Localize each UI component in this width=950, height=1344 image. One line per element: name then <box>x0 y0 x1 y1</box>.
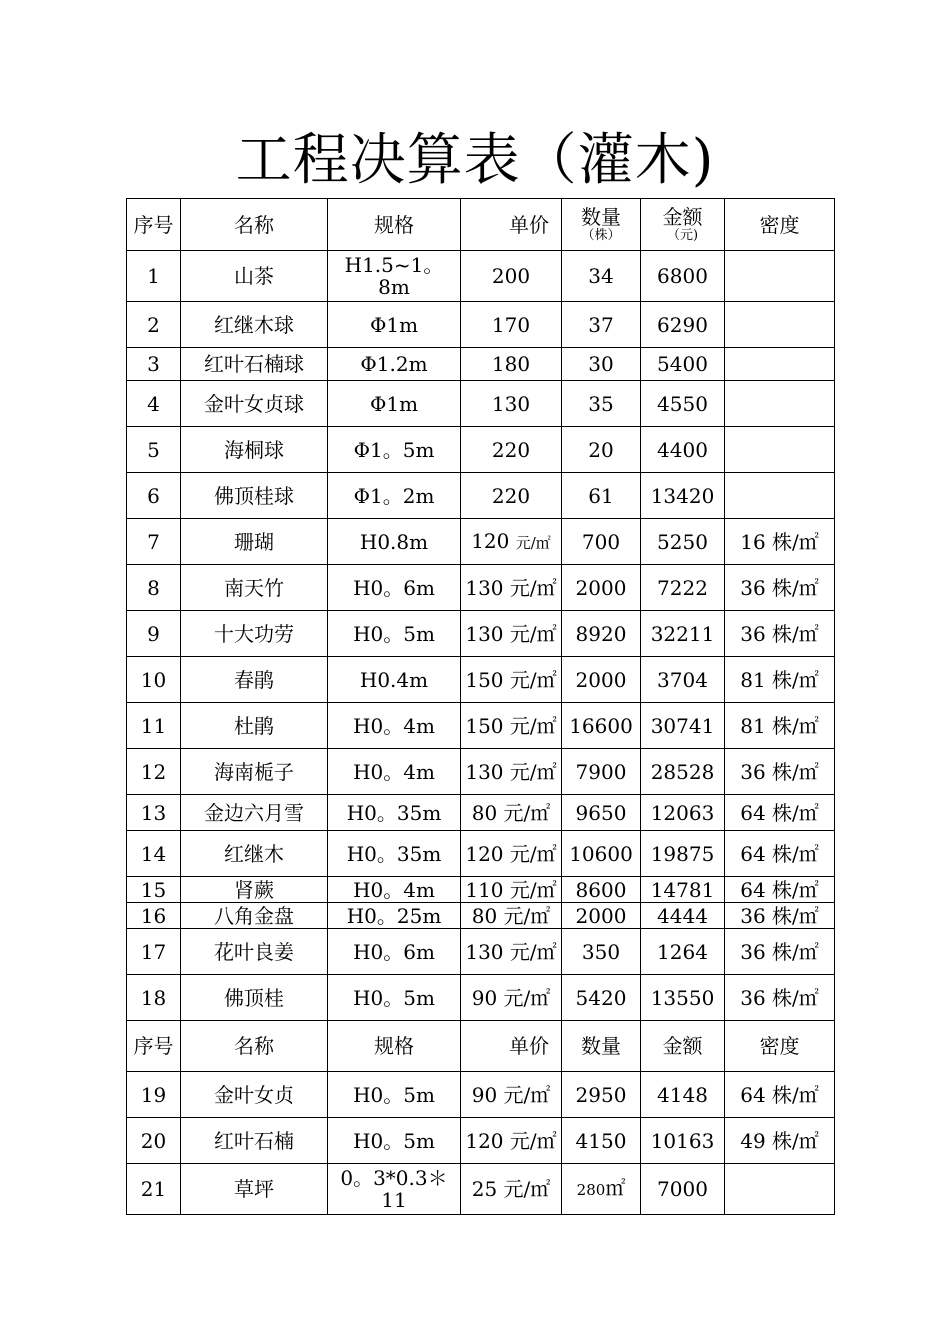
price-unit: 元/㎡ <box>509 877 557 902</box>
row-qty: 10600 <box>562 831 641 877</box>
header-amount-label: 金额 <box>662 205 703 229</box>
row-amount: 7222 <box>641 565 725 611</box>
row-price <box>461 877 562 903</box>
density-unit: 株/㎡ <box>772 877 819 902</box>
table-row <box>127 519 835 565</box>
header-name: 名称 <box>181 199 328 251</box>
row-amount: 7000 <box>641 1164 725 1215</box>
table-row <box>127 1118 835 1164</box>
table-row <box>127 703 835 749</box>
row-spec: H0。25m <box>328 903 461 929</box>
row-no: 8 <box>127 565 181 611</box>
row-price <box>461 975 562 1021</box>
row-spec: H0。6m <box>328 929 461 975</box>
row-qty <box>562 1164 641 1215</box>
row-no: 1 <box>127 251 181 302</box>
table-row <box>127 251 835 302</box>
row-amount: 13550 <box>641 975 725 1021</box>
price-value: 130 <box>465 759 504 784</box>
row-no: 4 <box>127 381 181 427</box>
price-value: 120 <box>471 528 510 553</box>
table-row <box>127 795 835 831</box>
row-density <box>725 473 835 519</box>
row-price <box>461 1164 562 1215</box>
row-density <box>725 302 835 348</box>
row-no: 16 <box>127 903 181 929</box>
price-value: 80 <box>471 903 498 928</box>
row-density <box>725 749 835 795</box>
price-value: 90 <box>471 985 498 1010</box>
row-no: 14 <box>127 831 181 877</box>
row-price: 220 <box>461 473 562 519</box>
row-price <box>461 657 562 703</box>
header-density: 密度 <box>725 199 835 251</box>
row-name: 花叶良姜 <box>181 929 328 975</box>
row-qty: 5420 <box>562 975 641 1021</box>
price-value: 130 <box>465 939 504 964</box>
row-spec: Φ1m <box>328 302 461 348</box>
row-spec: H0。5m <box>328 1118 461 1164</box>
header-spec: 规格 <box>328 199 461 251</box>
row-spec: H0。6m <box>328 565 461 611</box>
row-price <box>461 703 562 749</box>
row-amount: 30741 <box>641 703 725 749</box>
row-spec: H0.4m <box>328 657 461 703</box>
row-name: 金叶女贞球 <box>181 381 328 427</box>
row-amount: 1264 <box>641 929 725 975</box>
row-spec: H0。35m <box>328 795 461 831</box>
table-row <box>127 929 835 975</box>
row-name: 十大功劳 <box>181 611 328 657</box>
price-value: 150 <box>465 667 504 692</box>
price-value: 80 <box>471 800 498 825</box>
density-unit: 株/㎡ <box>772 759 819 784</box>
row-qty: 2000 <box>562 903 641 929</box>
row-name: 海桐球 <box>181 427 328 473</box>
price-unit: 元/㎡ <box>515 533 551 552</box>
density-value: 36 <box>740 759 766 784</box>
table-row <box>127 749 835 795</box>
density-unit: 株/㎡ <box>772 575 819 600</box>
row-qty: 350 <box>562 929 641 975</box>
density-value: 36 <box>740 939 766 964</box>
density-unit: 株/㎡ <box>772 621 819 646</box>
row-name: 佛顶桂球 <box>181 473 328 519</box>
row-no: 15 <box>127 877 181 903</box>
header-seq: 序号 <box>127 1021 181 1072</box>
row-spec: H0。4m <box>328 703 461 749</box>
row-spec: H0。5m <box>328 1072 461 1118</box>
header-spec: 规格 <box>328 1021 461 1072</box>
row-price <box>461 749 562 795</box>
density-value: 36 <box>740 621 766 646</box>
table-row <box>127 427 835 473</box>
row-price: 220 <box>461 427 562 473</box>
header-qty-unit: （株） <box>581 228 621 243</box>
row-qty: 8600 <box>562 877 641 903</box>
row-density <box>725 1164 835 1215</box>
row-price <box>461 611 562 657</box>
row-qty: 30 <box>562 348 641 381</box>
row-density <box>725 1118 835 1164</box>
row-no: 19 <box>127 1072 181 1118</box>
header-name: 名称 <box>181 1021 328 1072</box>
row-qty: 16600 <box>562 703 641 749</box>
row-spec: H0。35m <box>328 831 461 877</box>
price-unit: 元/㎡ <box>509 841 557 866</box>
row-name: 金叶女贞 <box>181 1072 328 1118</box>
price-unit: 元/㎡ <box>509 759 557 784</box>
row-name: 草坪 <box>181 1164 328 1215</box>
density-value: 64 <box>740 1082 766 1107</box>
row-spec: 0。3*0.3＊11 <box>328 1164 461 1215</box>
header-amount: 金额 <box>641 1021 725 1072</box>
row-qty: 9650 <box>562 795 641 831</box>
row-amount: 28528 <box>641 749 725 795</box>
density-value: 64 <box>740 800 766 825</box>
price-value: 120 <box>465 1128 504 1153</box>
table-row <box>127 348 835 381</box>
header-price: 单价 <box>461 199 562 251</box>
header-density: 密度 <box>725 1021 835 1072</box>
row-price: 180 <box>461 348 562 381</box>
row-qty: 2000 <box>562 565 641 611</box>
header-amount <box>641 199 725 251</box>
row-name: 佛顶桂 <box>181 975 328 1021</box>
qty-value: 280 <box>576 1181 606 1199</box>
price-unit: 元/㎡ <box>509 713 557 738</box>
header-amount-unit: （元) <box>666 228 699 243</box>
price-unit: 元/㎡ <box>509 1128 557 1153</box>
row-density <box>725 381 835 427</box>
row-price <box>461 565 562 611</box>
row-density <box>725 565 835 611</box>
row-amount: 4148 <box>641 1072 725 1118</box>
density-value: 16 <box>740 529 766 554</box>
row-amount: 6800 <box>641 251 725 302</box>
density-value: 81 <box>740 713 766 738</box>
table-row <box>127 1072 835 1118</box>
row-no: 17 <box>127 929 181 975</box>
row-spec: H0.8m <box>328 519 461 565</box>
price-unit: 元/㎡ <box>503 1082 551 1107</box>
row-name: 红继木 <box>181 831 328 877</box>
price-unit: 元/㎡ <box>509 667 557 692</box>
row-amount: 13420 <box>641 473 725 519</box>
row-qty: 61 <box>562 473 641 519</box>
row-spec: H0。5m <box>328 975 461 1021</box>
row-price <box>461 1072 562 1118</box>
row-name: 八角金盘 <box>181 903 328 929</box>
density-unit: 株/㎡ <box>772 1082 819 1107</box>
density-value: 49 <box>740 1128 766 1153</box>
row-no: 20 <box>127 1118 181 1164</box>
row-no: 13 <box>127 795 181 831</box>
row-no: 18 <box>127 975 181 1021</box>
row-price: 170 <box>461 302 562 348</box>
row-amount: 5400 <box>641 348 725 381</box>
row-density <box>725 348 835 381</box>
row-name: 海南栀子 <box>181 749 328 795</box>
table-row <box>127 302 835 348</box>
row-no: 10 <box>127 657 181 703</box>
row-amount: 3704 <box>641 657 725 703</box>
row-density <box>725 795 835 831</box>
row-spec: H0。4m <box>328 749 461 795</box>
row-density <box>725 831 835 877</box>
row-amount: 5250 <box>641 519 725 565</box>
row-density <box>725 903 835 929</box>
price-unit: 元/㎡ <box>509 575 557 600</box>
row-price <box>461 1118 562 1164</box>
table-row <box>127 381 835 427</box>
price-value: 130 <box>465 575 504 600</box>
row-name: 肾蕨 <box>181 877 328 903</box>
row-no: 3 <box>127 348 181 381</box>
row-spec: H0。4m <box>328 877 461 903</box>
row-density <box>725 929 835 975</box>
header-price: 单价 <box>461 1021 562 1072</box>
row-qty: 700 <box>562 519 641 565</box>
density-value: 81 <box>740 667 766 692</box>
row-name: 红叶石楠球 <box>181 348 328 381</box>
density-value: 36 <box>740 985 766 1010</box>
row-qty: 35 <box>562 381 641 427</box>
price-value: 25 <box>471 1177 498 1201</box>
row-density <box>725 611 835 657</box>
header-qty-label: 数量 <box>581 205 621 229</box>
row-spec: Φ1。2m <box>328 473 461 519</box>
density-unit: 株/㎡ <box>772 713 819 738</box>
row-no: 11 <box>127 703 181 749</box>
row-no: 9 <box>127 611 181 657</box>
row-price <box>461 929 562 975</box>
row-no: 6 <box>127 473 181 519</box>
density-value: 64 <box>740 877 766 902</box>
price-unit: 元/㎡ <box>509 939 557 964</box>
row-name: 山茶 <box>181 251 328 302</box>
density-unit: 株/㎡ <box>772 985 819 1010</box>
header-row-repeat <box>127 1021 835 1072</box>
row-name: 红叶石楠 <box>181 1118 328 1164</box>
row-spec: Φ1.2m <box>328 348 461 381</box>
row-amount: 10163 <box>641 1118 725 1164</box>
price-value: 90 <box>471 1082 498 1107</box>
row-qty: 7900 <box>562 749 641 795</box>
table-row <box>127 975 835 1021</box>
row-price <box>461 903 562 929</box>
row-density <box>725 877 835 903</box>
price-unit: 元/㎡ <box>503 985 551 1010</box>
table-row <box>127 903 835 929</box>
row-price <box>461 795 562 831</box>
row-no: 7 <box>127 519 181 565</box>
row-density <box>725 251 835 302</box>
row-spec: Φ1。5m <box>328 427 461 473</box>
row-qty: 20 <box>562 427 641 473</box>
header-qty <box>562 199 641 251</box>
header-qty: 数量 <box>562 1021 641 1072</box>
row-name: 杜鹃 <box>181 703 328 749</box>
row-name: 南天竹 <box>181 565 328 611</box>
density-unit: 株/㎡ <box>772 841 819 866</box>
table-row <box>127 611 835 657</box>
row-qty: 2000 <box>562 657 641 703</box>
density-unit: 株/㎡ <box>772 1128 819 1153</box>
row-spec: Φ1m <box>328 381 461 427</box>
row-amount: 12063 <box>641 795 725 831</box>
density-value: 36 <box>740 903 766 928</box>
price-value: 110 <box>465 877 504 902</box>
density-value: 64 <box>740 841 766 866</box>
row-density <box>725 975 835 1021</box>
density-unit: 株/㎡ <box>772 800 819 825</box>
row-price <box>461 831 562 877</box>
row-name: 春鹃 <box>181 657 328 703</box>
row-qty: 4150 <box>562 1118 641 1164</box>
row-no: 12 <box>127 749 181 795</box>
row-amount: 4444 <box>641 903 725 929</box>
table-row <box>127 831 835 877</box>
settlement-table <box>126 198 835 1215</box>
page-title: 工程决算表（灌木) <box>235 128 715 193</box>
row-qty: 2950 <box>562 1072 641 1118</box>
row-density <box>725 427 835 473</box>
qty-unit: ㎡ <box>605 1176 626 1200</box>
table-row <box>127 473 835 519</box>
row-density <box>725 703 835 749</box>
density-unit: 株/㎡ <box>772 529 819 554</box>
price-unit: 元/㎡ <box>503 903 551 928</box>
header-seq: 序号 <box>127 199 181 251</box>
price-value: 150 <box>465 713 504 738</box>
row-amount: 4550 <box>641 381 725 427</box>
row-no: 21 <box>127 1164 181 1215</box>
row-price <box>461 519 562 565</box>
density-unit: 株/㎡ <box>772 939 819 964</box>
table-row <box>127 1164 835 1215</box>
row-spec: H1.5~1。8m <box>328 251 461 302</box>
row-no: 5 <box>127 427 181 473</box>
table-row <box>127 565 835 611</box>
row-name: 珊瑚 <box>181 519 328 565</box>
header-row <box>127 199 835 251</box>
row-qty: 37 <box>562 302 641 348</box>
density-unit: 株/㎡ <box>772 903 819 928</box>
price-unit: 元/㎡ <box>503 800 551 825</box>
row-qty: 8920 <box>562 611 641 657</box>
row-qty: 34 <box>562 251 641 302</box>
density-value: 36 <box>740 575 766 600</box>
price-unit: 元/㎡ <box>503 1177 551 1201</box>
price-unit: 元/㎡ <box>509 621 557 646</box>
density-unit: 株/㎡ <box>772 667 819 692</box>
row-name: 金边六月雪 <box>181 795 328 831</box>
row-price: 200 <box>461 251 562 302</box>
row-no: 2 <box>127 302 181 348</box>
row-density <box>725 519 835 565</box>
price-value: 120 <box>465 841 504 866</box>
row-name: 红继木球 <box>181 302 328 348</box>
row-amount: 19875 <box>641 831 725 877</box>
row-density <box>725 657 835 703</box>
table-row <box>127 657 835 703</box>
row-amount: 4400 <box>641 427 725 473</box>
row-amount: 6290 <box>641 302 725 348</box>
table-row <box>127 877 835 903</box>
row-price: 130 <box>461 381 562 427</box>
price-value: 130 <box>465 621 504 646</box>
row-amount: 14781 <box>641 877 725 903</box>
row-spec: H0。5m <box>328 611 461 657</box>
row-amount: 32211 <box>641 611 725 657</box>
row-density <box>725 1072 835 1118</box>
